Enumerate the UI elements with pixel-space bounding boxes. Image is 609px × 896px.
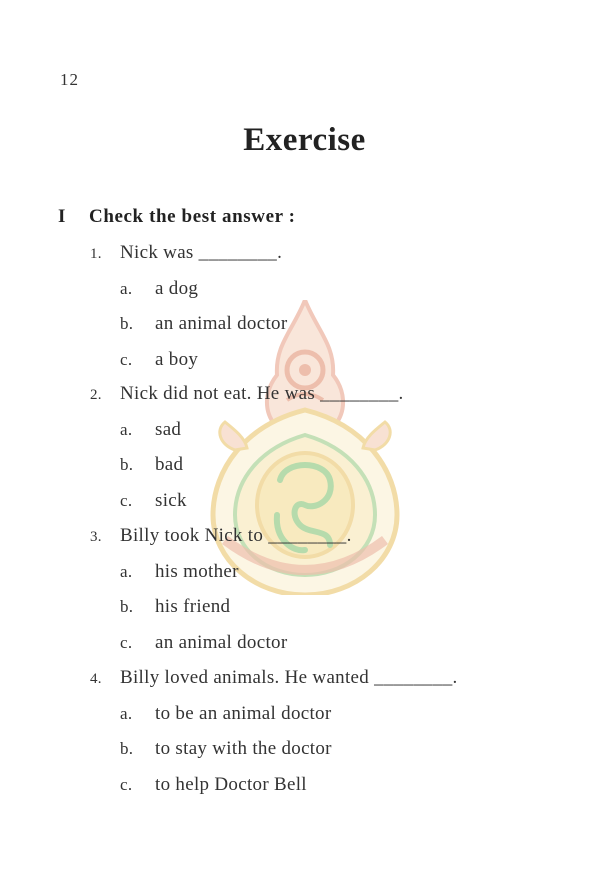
option-text: to be an animal doctor bbox=[155, 703, 332, 724]
option-text: a boy bbox=[155, 349, 199, 370]
option-text: to help Doctor Bell bbox=[155, 774, 307, 795]
question-text: Billy loved animals. He wanted ________. bbox=[120, 667, 458, 688]
question-number: 4. bbox=[90, 671, 102, 687]
option-letter: a. bbox=[120, 279, 133, 298]
option-letter: b. bbox=[120, 739, 134, 758]
option-4b[interactable] bbox=[120, 738, 332, 760]
option-3a[interactable] bbox=[120, 561, 239, 583]
question-text: Billy took Nick to ________. bbox=[120, 525, 352, 546]
section-heading bbox=[58, 206, 296, 228]
education-emblem-icon bbox=[205, 300, 405, 595]
option-4c[interactable] bbox=[120, 774, 307, 796]
option-1c[interactable] bbox=[120, 349, 198, 371]
question-number: 3. bbox=[90, 529, 102, 545]
option-letter: b. bbox=[120, 455, 134, 474]
option-4a[interactable] bbox=[120, 703, 332, 725]
option-text: to stay with the doctor bbox=[155, 738, 332, 759]
question-3 bbox=[90, 525, 352, 547]
option-letter: b. bbox=[120, 314, 134, 333]
option-2c[interactable] bbox=[120, 490, 187, 512]
option-letter: b. bbox=[120, 597, 134, 616]
option-text: his mother bbox=[155, 561, 239, 582]
option-letter: a. bbox=[120, 420, 133, 439]
question-2 bbox=[90, 383, 404, 405]
question-text: Nick did not eat. He was ________. bbox=[120, 383, 404, 404]
option-3c[interactable] bbox=[120, 632, 287, 654]
question-text: Nick was ________. bbox=[120, 242, 283, 263]
option-text: his friend bbox=[155, 596, 231, 617]
option-text: a dog bbox=[155, 278, 199, 299]
option-letter: c. bbox=[120, 491, 133, 510]
option-text: bad bbox=[155, 454, 184, 475]
option-letter: a. bbox=[120, 704, 133, 723]
question-4 bbox=[90, 667, 458, 689]
page-number: 12 bbox=[60, 70, 79, 89]
option-letter: c. bbox=[120, 775, 133, 794]
question-1 bbox=[90, 242, 282, 264]
option-letter: a. bbox=[120, 562, 133, 581]
option-1b[interactable] bbox=[120, 313, 287, 335]
section-instruction: Check the best answer : bbox=[89, 206, 296, 227]
section-numeral: I bbox=[58, 206, 66, 227]
question-number: 2. bbox=[90, 387, 102, 403]
option-letter: c. bbox=[120, 633, 133, 652]
option-1a[interactable] bbox=[120, 278, 198, 300]
question-number: 1. bbox=[90, 246, 102, 262]
option-2b[interactable] bbox=[120, 454, 183, 476]
option-text: an animal doctor bbox=[155, 313, 288, 334]
option-text: sad bbox=[155, 419, 182, 440]
option-2a[interactable] bbox=[120, 419, 181, 441]
option-text: an animal doctor bbox=[155, 632, 288, 653]
page-title: Exercise bbox=[243, 122, 366, 158]
option-letter: c. bbox=[120, 350, 133, 369]
option-3b[interactable] bbox=[120, 596, 230, 618]
option-text: sick bbox=[155, 490, 187, 511]
